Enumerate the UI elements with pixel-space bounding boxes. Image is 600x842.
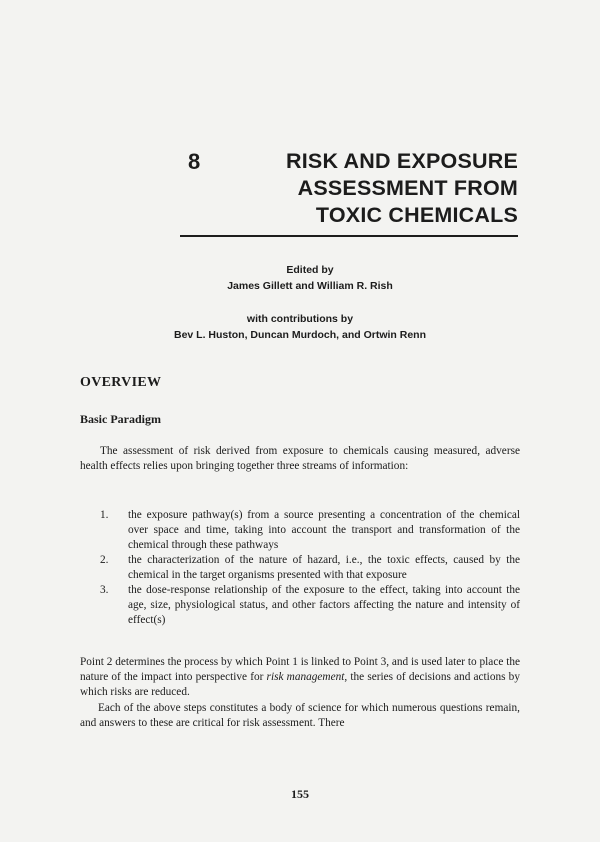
list-item-number: 1. [100, 509, 109, 521]
paragraph-text: Point 2 determines the process by which Point 1 is linked to Point 3, and is used later to place the nature of the impact into perspective for [80, 656, 520, 683]
paragraph-text: , the series of decisions and actions by which risks are reduced. [80, 671, 520, 698]
editors-names: James Gillett and William R. Rish [227, 280, 393, 292]
chapter-title-line: TOXIC CHEMICALS [315, 203, 518, 227]
emphasized-term: risk management [266, 671, 345, 683]
list-item [80, 508, 520, 553]
list-item [80, 583, 520, 628]
list-item-number: 3. [100, 584, 109, 596]
chapter-title-line: ASSESSMENT FROM [297, 176, 518, 200]
chapter-title-line: RISK AND EXPOSURE [286, 149, 518, 173]
page-number: 155 [291, 787, 309, 801]
editors-credit [100, 262, 520, 294]
contributors-credit [80, 311, 520, 343]
edited-by-label: Edited by [286, 264, 334, 276]
intro-paragraph: The assessment of risk derived from exposure to chemicals causing measured, adverse health effects relies upon bringing together three streams of information: [80, 445, 520, 472]
section-heading: OVERVIEW [80, 375, 162, 390]
list-item-number: 2. [100, 554, 109, 566]
list-item-text: the characterization of the nature of hazard, i.e., the toxic effects, caused by the chemical in the target organisms presented with that exposure [128, 554, 520, 581]
chapter-title [238, 148, 518, 229]
chapter-number: 8 [188, 149, 201, 174]
subsection-heading: Basic Paradigm [80, 412, 161, 426]
contributors-names: Bev L. Huston, Duncan Murdoch, and Ortwin Renn [173, 329, 426, 341]
list-item-text: the dose-response relationship of the exposure to the effect, taking into account the age, size, physiological status, and other factors affecting the nature and intensity of effect(s) [128, 584, 520, 626]
information-streams-list [80, 508, 520, 628]
list-item-text: the exposure pathway(s) from a source presenting a concentration of the chemical over space and time, taking into account the transport and transformation of the chemical through these pathways [128, 509, 520, 551]
contributions-label: with contributions by [246, 313, 354, 325]
list-item [80, 553, 520, 583]
point-linkage-paragraph [80, 655, 520, 700]
heading-rule [180, 235, 518, 237]
steps-paragraph: Each of the above steps constitutes a body of science for which numerous questions remain, and answers to these are critical for risk assessment. There [80, 702, 520, 729]
